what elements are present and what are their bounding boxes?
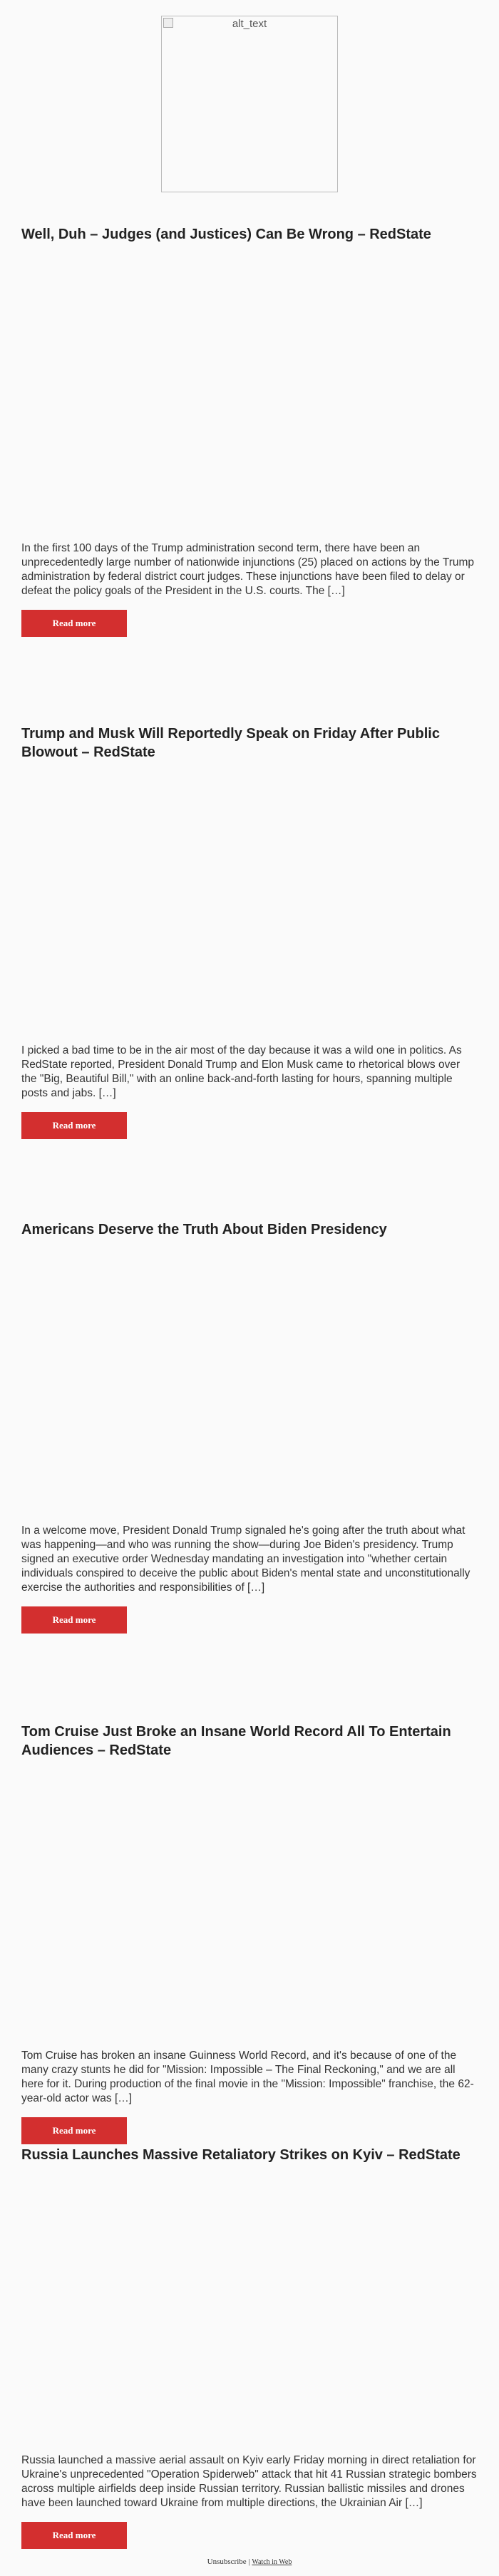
article-excerpt: Russia launched a massive aerial assault on Kyiv early Friday morning in direct retaliation for Ukraine's unprecedented "Operation Spiderweb" attack that hit 41 Russian strategic bombers across multiple airfields deep inside Russian territory. Russian ballistic missiles and drones have been launched toward Ukraine from multiple directions, the Ukrainian Air […] bbox=[21, 2454, 477, 2509]
unsubscribe-text: Unsubscribe bbox=[207, 2557, 247, 2566]
article-excerpt: Tom Cruise has broken an insane Guinness World Record, and it's because of one of the many crazy stunts he did for "Mission: Impossible – The Final Reckoning," and we are all here for it. During production of the final movie in the "Mission: Impossible" franchise, the 62-year-old actor was […] bbox=[21, 2050, 474, 2104]
logo-alt-text: alt_text bbox=[232, 18, 267, 30]
article-image bbox=[21, 2164, 478, 2453]
article-title[interactable]: Americans Deserve the Truth About Biden Presidency bbox=[21, 1222, 387, 1237]
article-title[interactable]: Trump and Musk Will Reportedly Speak on Friday After Public Blowout – RedState bbox=[21, 726, 440, 760]
article-excerpt: In the first 100 days of the Trump administration second term, there have been an unprecedentedly large number of nationwide injunctions (25) placed on actions by the Trump administration by federal district court judges. These injunctions have been filed to delay or defeat the policy goals of the President in the U.S. courts. The […] bbox=[21, 542, 475, 597]
article-excerpt: In a welcome move, President Donald Trump signaled he's going after the truth about what was happening—and who was running the show—during Joe Biden's presidency. Trump signed an executive order Wednesday mandating an investigation into "whether certain individuals conspired to deceive the public about Biden's mental state and unconstitutionally exercise the authorities and responsibilities of […] bbox=[21, 1525, 470, 1594]
article-card bbox=[21, 225, 478, 637]
article-card bbox=[21, 724, 478, 1139]
article-image bbox=[21, 762, 478, 1044]
read-more-button[interactable]: Read more bbox=[21, 1606, 127, 1634]
read-more-button[interactable]: Read more bbox=[21, 2522, 127, 2549]
watch-in-web-link[interactable]: Watch in Web bbox=[252, 2558, 292, 2566]
header bbox=[0, 16, 499, 192]
article-excerpt: I picked a bad time to be in the air most of the day because it was a wild one in politics. As RedState reported, President Donald Trump and Elon Musk came to rhetorical blows over the "Big, Beautiful Bill," with an online back-and-forth lasting for hours, spanning multiple posts and jabs. […] bbox=[21, 1044, 462, 1099]
article-title[interactable]: Russia Launches Massive Retaliatory Strikes on Kyiv – RedState bbox=[21, 2147, 461, 2163]
logo-image[interactable] bbox=[161, 16, 338, 192]
article-card bbox=[21, 1220, 478, 1634]
read-more-button[interactable]: Read more bbox=[21, 2117, 127, 2144]
article-image bbox=[21, 244, 478, 541]
footer-separator: | bbox=[246, 2557, 252, 2566]
article-image bbox=[21, 1239, 478, 1524]
article-card bbox=[21, 2146, 478, 2549]
article-title[interactable]: Tom Cruise Just Broke an Insane World Record All To Entertain Audiences – RedState bbox=[21, 1724, 451, 1758]
article-title[interactable]: Well, Duh – Judges (and Justices) Can Be Wrong – RedState bbox=[21, 227, 431, 242]
article-image bbox=[21, 1760, 478, 2049]
read-more-button[interactable]: Read more bbox=[21, 610, 127, 637]
read-more-button[interactable]: Read more bbox=[21, 1112, 127, 1139]
broken-image-icon bbox=[163, 18, 173, 28]
footer bbox=[0, 2557, 499, 2566]
article-card bbox=[21, 1723, 478, 2144]
